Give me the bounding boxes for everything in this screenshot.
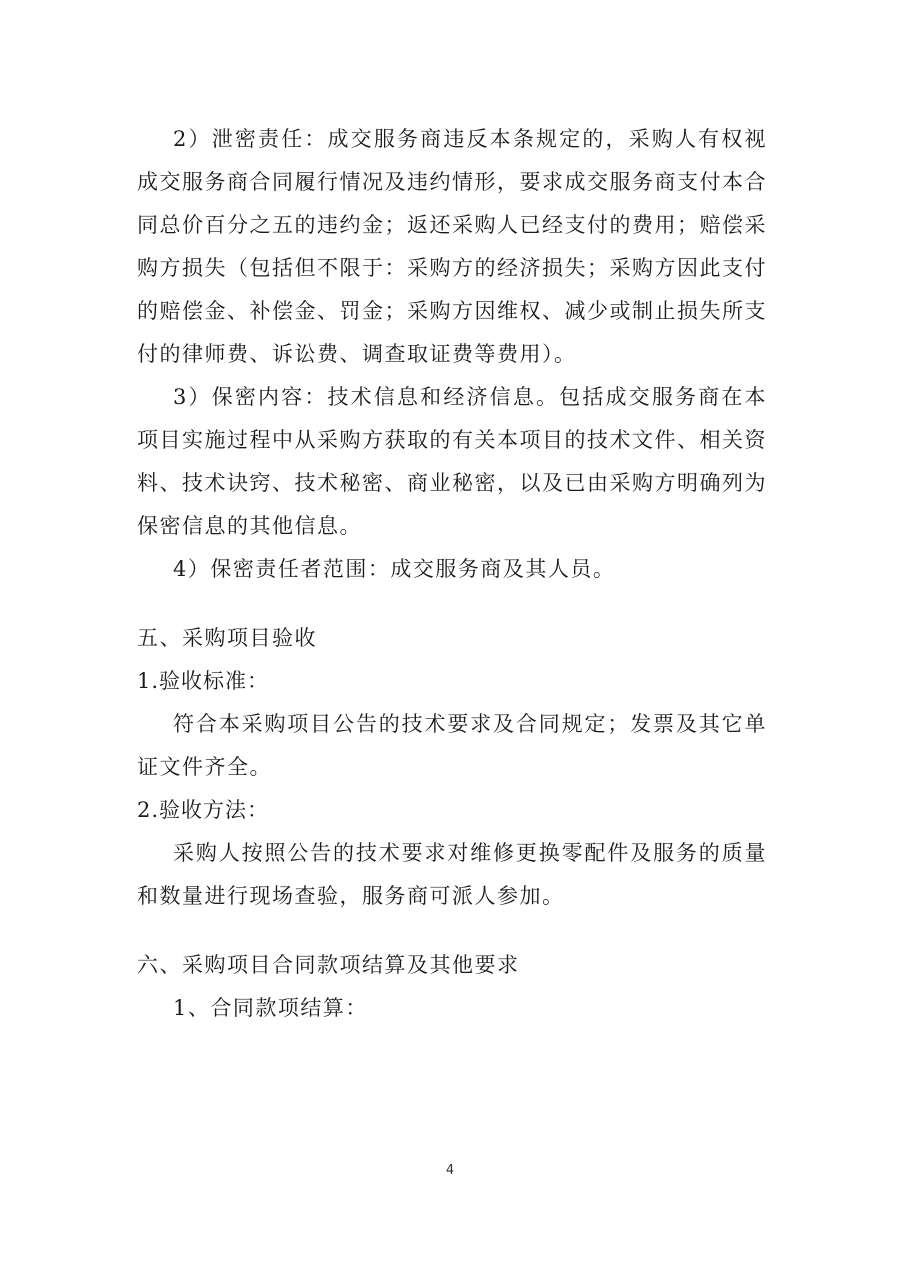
paragraph-acceptance-method: 采购人按照公告的技术要求对维修更换零配件及服务的质量和数量进行现场查验，服务商可派人参加。 xyxy=(137,841,767,908)
subheading-acceptance-standard: 1.验收标准： xyxy=(137,669,270,693)
subheading-contract-settlement: 1、合同款项结算： xyxy=(173,996,368,1020)
paragraph-confidential-scope: 4）保密责任者范围：成交服务商及其人员。 xyxy=(173,557,616,581)
paragraph-leak-liability: 2）泄密责任：成交服务商违反本条规定的，采购人有权视成交服务商合同履行情况及违约情形，要求成交服务商支付本合同总价百分之五的违约金；返还采购人已经支付的费用；赔偿采购方损失（包括但不限于：采购方的经济损失；采购方因此支付的赔偿金、补偿金、罚金；采购方因维权、减少或制止损失所支付的律师费、诉讼费、调查取证费等费用）。 xyxy=(137,127,767,366)
paragraph-acceptance-standard: 符合本采购项目公告的技术要求及合同规定；发票及其它单证文件齐全。 xyxy=(137,712,767,779)
subheading-acceptance-method: 2.验收方法： xyxy=(137,798,270,822)
section-heading-settlement: 六、采购项目合同款项结算及其他要求 xyxy=(137,953,520,977)
page-number: 4 xyxy=(445,1163,455,1178)
section-heading-acceptance: 五、采购项目验收 xyxy=(137,626,317,650)
paragraph-confidential-content: 3）保密内容：技术信息和经济信息。包括成交服务商在本项目实施过程中从采购方获取的有关本项目的技术文件、相关资料、技术诀窍、技术秘密、商业秘密，以及已由采购方明确列为保密信息的其他信息。 xyxy=(137,385,767,538)
document-body xyxy=(137,118,767,1030)
